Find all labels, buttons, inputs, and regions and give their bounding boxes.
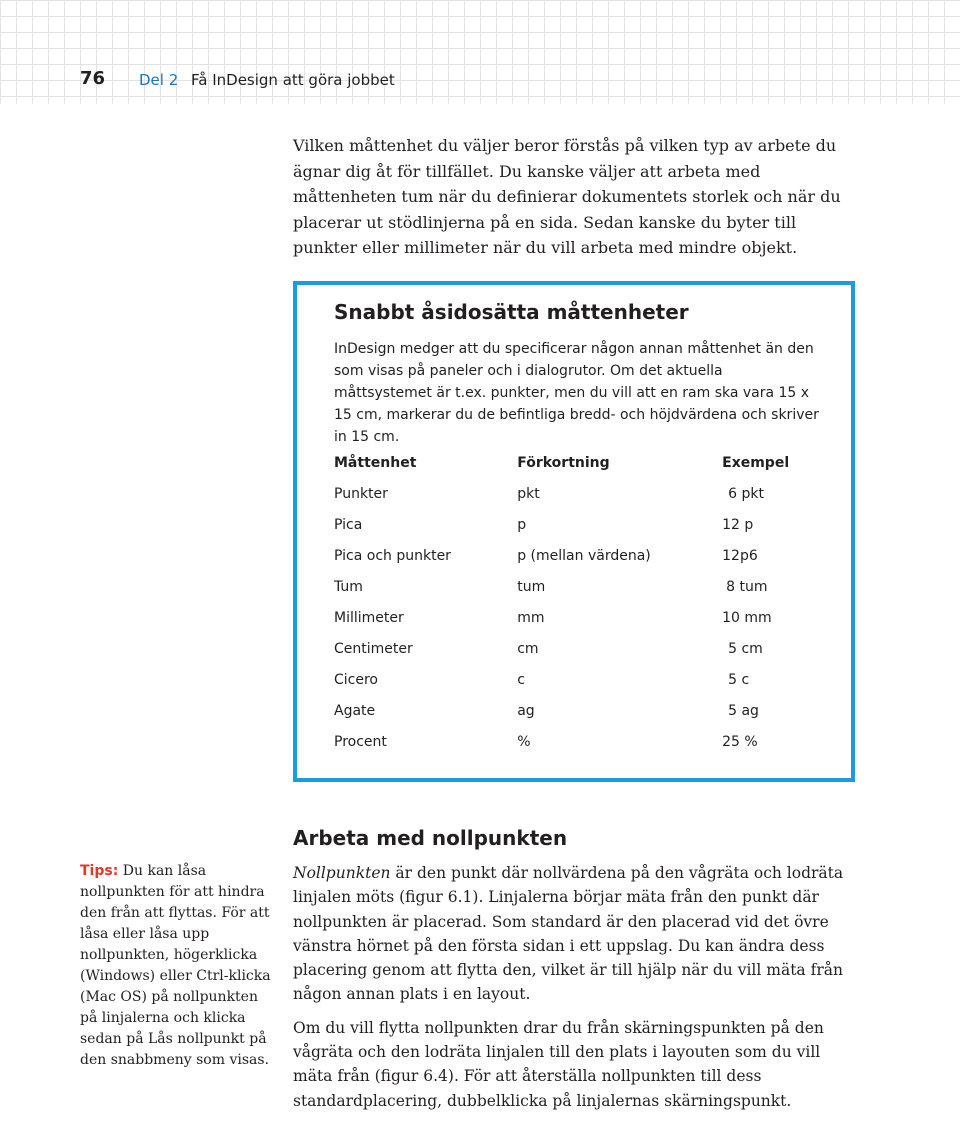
chapter-title: Få InDesign att göra jobbet — [191, 71, 395, 89]
tips-text: Du kan låsa nollpunkten för att hindra den från att flyttas. För att låsa eller låsa upp nollpunkten, högerklicka (Windows) eller Ctrl-klicka (Mac OS) på nollpunkten på linjalerna och klicka sedan på Lås nollpunkt på den snabbmeny som visas. — [80, 863, 271, 1068]
unit-cell: Tum — [334, 579, 363, 595]
abbr-cell: pkt — [517, 486, 540, 502]
abbr-cell: p (mellan värdena) — [517, 548, 651, 564]
intro-paragraph: Vilken måttenhet du väljer beror förstås på vilken typ av arbete du ägnar dig åt för tillfället. Du kanske väljer att arbeta med måttenheten tum när du definierar dokumentets storlek och när du placerar ut stödlinjerna på en sida. Sedan kanske du byter till punkter eller millimeter när du vill arbeta med mindre objekt. — [293, 136, 841, 258]
abbr-cell: mm — [517, 610, 545, 626]
table-row — [334, 672, 794, 703]
body-paragraph — [293, 861, 860, 1007]
table-row — [334, 703, 794, 734]
example-cell: 12 p — [722, 517, 754, 533]
table-row — [334, 641, 794, 672]
section-body — [293, 861, 860, 1122]
unit-cell: Centimeter — [334, 641, 413, 657]
example-cell: 5 ag — [728, 703, 759, 719]
example-cell: 6 pkt — [728, 486, 764, 502]
paragraph-text: är den punkt där nollvärdena på den vågräta och lodräta linjalen möts (figur 6.1). Linjalerna börjar mäta från den punkt där nollpunkten är placerad. Som standard är den placerad vid det övre vänstra hörnet på den första sidan i ett uppslag. Du kan ändra dess placering genom att flytta den, vilket är till hjälp när du vill mäta från någon annan plats i en layout. — [293, 864, 844, 1004]
unit-cell: Millimeter — [334, 610, 404, 626]
table-row — [334, 486, 794, 517]
table-row — [334, 517, 794, 548]
unit-cell: Punkter — [334, 486, 388, 502]
term-emphasis: Nollpunkten — [293, 864, 391, 882]
table-header-row — [334, 455, 794, 486]
abbr-cell: c — [517, 672, 525, 688]
column-header: Förkortning — [517, 455, 610, 471]
section-title: Arbeta med nollpunkten — [293, 826, 568, 850]
abbr-cell: cm — [517, 641, 539, 657]
page-number: 76 — [80, 68, 106, 89]
part-label: Del 2 — [139, 71, 179, 89]
unit-cell: Procent — [334, 734, 387, 750]
column-header: Måttenhet — [334, 455, 417, 471]
example-cell: 5 c — [728, 672, 750, 688]
example-cell: 8 tum — [726, 579, 768, 595]
abbr-cell: % — [517, 734, 531, 750]
column-header: Exempel — [722, 455, 790, 471]
box-title: Snabbt åsidosätta måttenheter — [334, 300, 689, 324]
table-row — [334, 548, 794, 579]
unit-cell: Cicero — [334, 672, 378, 688]
abbr-cell: tum — [517, 579, 546, 595]
table-row — [334, 579, 794, 610]
box-text: InDesign medger att du specificerar någon annan måttenhet än den som visas på paneler och i dialogrutor. Om det aktuella måttsystemet är t.ex. punkter, men du vill att en ram ska vara 15 x 15 cm, markerar du de befintliga bredd- och höjdvärdena och skriver in 15 cm. — [334, 341, 819, 445]
example-cell: 5 cm — [728, 641, 763, 657]
sidebar-box — [293, 281, 855, 782]
page-header — [0, 68, 960, 92]
tips-label: Tips: — [80, 863, 119, 879]
example-cell: 10 mm — [722, 610, 772, 626]
unit-cell: Pica — [334, 517, 363, 533]
unit-cell: Agate — [334, 703, 376, 719]
tips-note — [80, 861, 276, 1071]
units-table — [334, 455, 794, 765]
abbr-cell: p — [517, 517, 527, 533]
body-paragraph: Om du vill flytta nollpunkten drar du från skärningspunkten på den vågräta och den lodräta linjalen till den plats i layouten som du vill mäta från (figur 6.4). För att återställa nollpunkten till dess standardplacering, dubbelklicka på linjalernas skärningspunkt. — [293, 1018, 824, 1110]
example-cell: 12p6 — [722, 548, 758, 564]
table-row — [334, 734, 794, 765]
table-row — [334, 610, 794, 641]
abbr-cell: ag — [517, 703, 535, 719]
example-cell: 25 % — [722, 734, 758, 750]
unit-cell: Pica och punkter — [334, 548, 451, 564]
